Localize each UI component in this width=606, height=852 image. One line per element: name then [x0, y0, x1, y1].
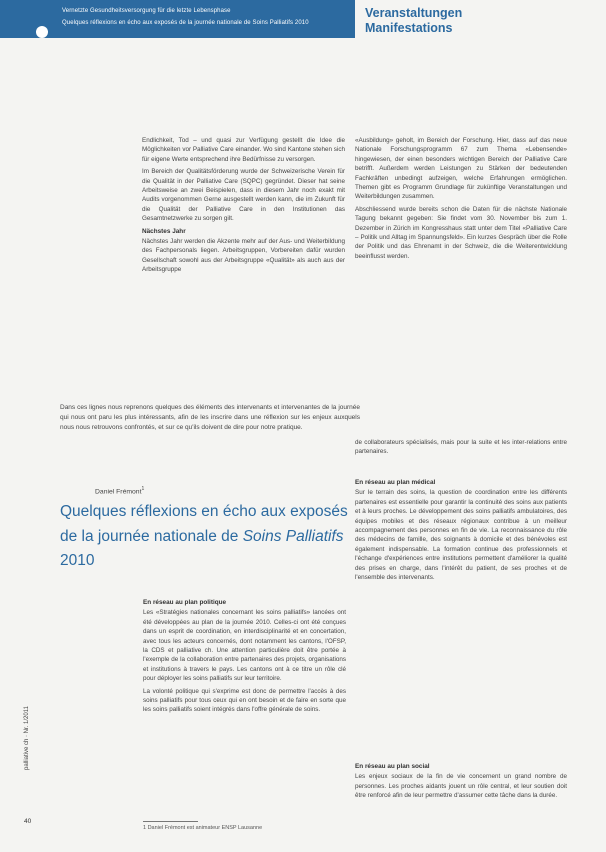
author-name: Daniel Frémont: [95, 488, 142, 496]
intro-paragraph: Dans ces lignes nous reprenons quelques des éléments des intervenants et intervenantes de la journée qui nous ont paru les plus intéressants, afin de les inscrire dans une réflexion sur les enjeux auxquels nous nous retrouvons confrontés, et sur ce qu'ils doivent de dire pour notre pratique.: [60, 404, 360, 431]
paragraph: Les «Stratégies nationales concernant les soins palliatifs» lancées ont été développées au plan de la journée 2010. Celles-ci ont été conçues dans un esprit de coordination, en interdisciplinarité et en concertation, avec tous les acteurs concernés, dont notamment les cantons, l'OFSP, la CDS et palliative ch. Une attention particulière doit être portée à l'exemple de la collaboration entre partenaires des projets, organisations et institutions à travers le pays. Les cantons ont à ce titre un rôle clé pour déployer les soins palliatifs sur leur territoire.: [143, 609, 346, 683]
top-left-column: [142, 136, 345, 278]
paragraph: de collaborateurs spécialisés, mais pour la suite et les inter-relations entre partenaires.: [355, 439, 567, 456]
paragraph: Abschliessend wurde bereits schon die Daten für die nächste Nationale Tagung bekannt gegeben: Sie findet vom 30. November bis zum 1. Dezember in Zürich im Kongresshaus statt unter dem Titel «Palliative Care – Politik und Alltag im Spannungsfeld». Ein kurzes Gespräch über die Rolle der Politik und das Ehrenamt in der Schweiz, die die Weiterentwicklung beeinflusst werden.: [355, 205, 567, 260]
paragraph: Les enjeux sociaux de la fin de vie concernent un grand nombre de personnes. Les proches aidants jouent un rôle central, et leur soutien doit être renforcé afin de leur permettre d'assumer cette tâche dans la durée.: [355, 773, 567, 800]
header-bar: [0, 0, 355, 38]
paragraph: Sur le terrain des soins, la question de coordination entre les différents partenaires est essentielle pour garantir la continuité des soins aux patients et à leurs proches. Le développement des soins palliatifs ambulatoires, des équipes mobiles et des réseaux régionaux contribue à un meilleur accompagnement des personnes en fin de vie. La reconnaissance du rôle des médecins de famille, des soignants à domicile et des bénévoles est également indispensable. La formation continue des professionnels et l'échange d'expériences entre institutions permettent d'améliorer la qualité des prises en charge, dans l'intérêt du patient, de ses proches et de l'ensemble des intervenants.: [355, 489, 567, 582]
header-line-1: Vernetzte Gesundheitsversorgung für die letzte Lebensphase: [62, 8, 231, 14]
paragraph: La volonté politique qui s'exprime est donc de permettre l'accès à des soins palliatifs pour tous ceux qui en ont besoin et de faire en sorte que les soins palliatifs soient intégrés dans l'offre générale de soins.: [143, 687, 346, 714]
left-body-column: [143, 598, 346, 718]
paragraph: Endlichkeit, Tod – und quasi zur Verfügung gestellt die Idee die Möglichkeiten vor Palliative Care einander. Wo sind Kantone stehen sich für eigene Werte entsprechend ihre Bedürfnisse zu versorgen.: [142, 137, 345, 163]
subheading: En réseau au plan politique: [143, 599, 227, 606]
footnote: 1 Daniel Frémont est animateur ENSP Lausanne: [143, 825, 263, 831]
footnote-rule: [143, 821, 198, 822]
author-footnote-ref: 1: [141, 486, 145, 492]
header-line-2: Quelques réflexions en écho aux exposés de la journée nationale de Soins Palliatifs 2010: [62, 20, 309, 26]
title-part-2: 2010: [60, 552, 95, 569]
subheading: Nächstes Jahr: [142, 227, 186, 235]
author: [95, 486, 144, 495]
title-part-1: Quelques réflexions en écho aux exposés de la journée nationale de: [60, 503, 348, 545]
section-title-fr: Manifestations: [365, 21, 453, 35]
paragraph: Nächstes Jahr werden die Akzente mehr auf der Aus- und Weiterbildung des Fachpersonals liegen. Arbeitsgruppen, Vorbereiten dafür wurden Gesellschaft sowohl aus der Arbeitsgruppe «Qualität» als auch aus der Arbeitsgruppe: [142, 238, 345, 274]
subheading: En réseau au plan médical: [355, 479, 436, 486]
journal-label: palliative ch · Nr. 1/2011: [24, 706, 30, 770]
paragraph: «Ausbildung» geholt, im Bereich der Forschung. Hier, dass auf das neue Nationale Forschungsprogramm 67 zum Thema «Lebensende» hingewiesen, der einen besonders wichtigen Bereich der Palliative Care betrifft. Außerdem werden Leistungen zu Stärken der bedeutenden Fachkräften unbedingt aufzeigen, welche Erfahrungen ermöglichen. Themen gibt es Programm Grundlage für zukünftige Veranstaltungen und Weiterbildungen zusammen.: [355, 137, 567, 201]
subheading: En réseau au plan social: [355, 763, 430, 770]
title-emphasis: Soins Palliatifs: [242, 527, 344, 545]
article-title: [60, 500, 360, 574]
section-title: [365, 6, 462, 36]
section-title-de: Veranstaltungen: [365, 6, 463, 20]
paragraph: Im Bereich der Qualitätsförderung wurde der Schweizerische Verein für die Qualität in der Palliative Care (SQPC) gegründet. Dieser hat seine Arbeitsweise an zwei Beispielen, dass in diesem Jahr noch exakt mit Audits vorgenommen Gerne ausgestellt werden kann, die im Zukunft für die Qualität der Palliative Care in den Institutionen das Gesamtnetzwerke zu sorgen gilt.: [142, 168, 345, 223]
right-body-column-social: [355, 762, 567, 804]
page-number: 40: [24, 818, 32, 825]
header-dot: [36, 26, 48, 38]
intro-continuation: [355, 438, 567, 460]
right-body-column: [355, 478, 567, 585]
top-right-column: [355, 136, 567, 264]
